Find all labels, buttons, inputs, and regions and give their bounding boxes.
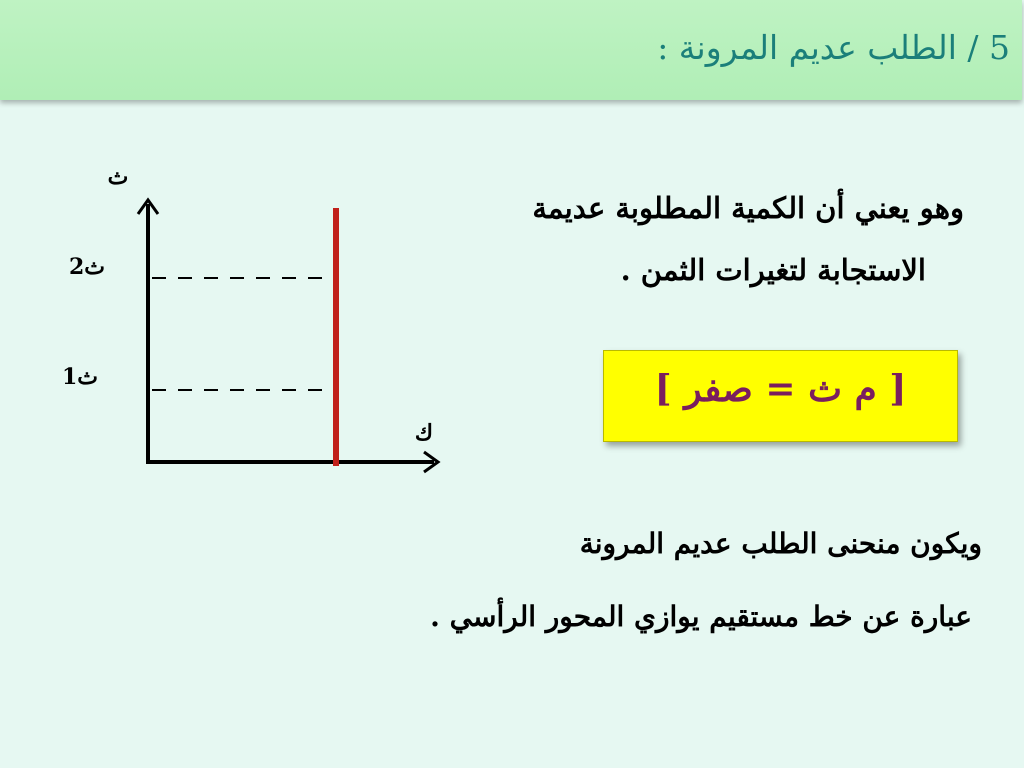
x-axis-label: ك <box>414 420 434 446</box>
curve-description-line-2: عبارة عن خط مستقيم يوازي المحور الرأسي . <box>430 600 972 633</box>
price-level-2-label: ث2 <box>68 254 106 280</box>
slide-title: 5 / الطلب عديم المرونة : <box>657 28 1010 67</box>
price-level-1-label: ث1 <box>61 364 99 390</box>
elasticity-formula: [ م ث = صفر ] <box>654 368 907 410</box>
definition-line-1: وهو يعني أن الكمية المطلوبة عديمة <box>532 191 964 225</box>
y-axis-label: ث <box>107 164 129 190</box>
definition-line-2: الاستجابة لتغيرات الثمن . <box>620 253 926 287</box>
curve-description-line-1: ويكون منحنى الطلب عديم المرونة <box>579 527 982 560</box>
